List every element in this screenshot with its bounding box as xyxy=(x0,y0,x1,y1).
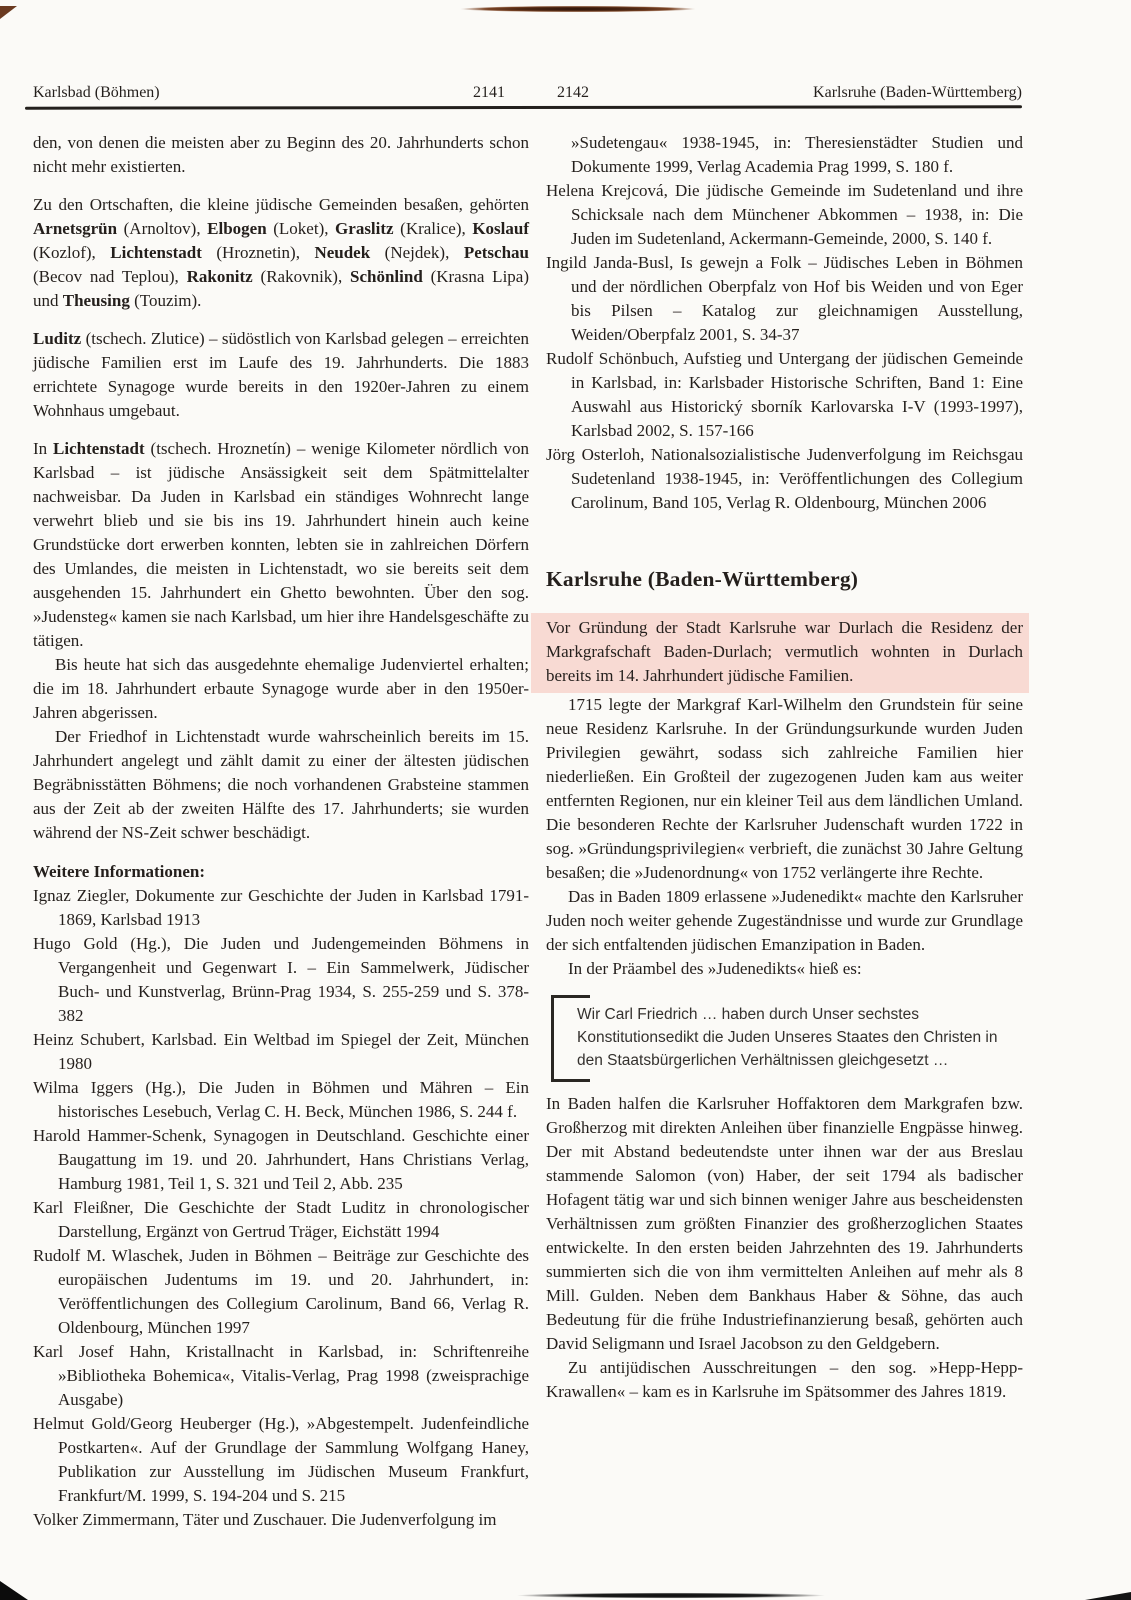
running-header-right xyxy=(527,84,1022,102)
paragraph: Bis heute hat sich das ausgedehnte ehemalige Judenviertel erhalten; die im 18. Jahrhundert erbaute Synagoge wurde aber in den 1950er-Jahren abgerissen. xyxy=(33,655,529,722)
left-column-text xyxy=(33,131,529,845)
paragraph: Der Friedhof in Lichtenstadt wurde wahrscheinlich bereits im 15. Jahrhundert angelegt und zählt damit zu einer der ältesten jüdischen Begräbnisstätten Böhmens; die noch vorhandenen Grabsteine stammen aus der Zeit ab der zweiten Hälfte des 17. Jahrhunderts; sie wurden während der NS-Zeit schwer beschädigt. xyxy=(33,727,529,842)
running-title-right: Karlsruhe (Baden-Württemberg) xyxy=(813,84,1022,101)
right-column-text-upper xyxy=(546,693,1023,981)
paragraph: In der Präambel des »Judenedikts« hieß es: xyxy=(568,959,862,978)
bibliography-entry: Hugo Gold (Hg.), Die Juden und Judengemeinden Böhmens in Vergangenheit und Gegenwart I. – Ein Sammelwerk, Jüdischer Buch- und Kunstverlag, Brünn-Prag 1934, S. 255-259 und S. 378-382 xyxy=(33,934,529,1025)
scan-streak-bottom-icon xyxy=(478,1592,864,1599)
right-bibliography xyxy=(546,131,1023,515)
section-heading: Karlsruhe (Baden-Württemberg) xyxy=(546,567,859,591)
paragraph: 1715 legte der Markgraf Karl-Wilhelm den Grundstein für seine neue Residenz Karlsruhe. In der Gründungsurkunde wurden Juden Privilegien gewährt, sodass sich zahlreiche Familien hier niederließen. Ein Großteil der zugezogenen Juden kam aus weiter entfernten Regionen, nur ein kleiner Teil aus dem ländlichen Umland. Die besonderen Rechte der Karlsruher Judenschaft wurden 1722 in sog. »Gründungsprivilegien« verbrieft, die zunächst 30 Jahre Geltung besaßen; die »Judenordnung« von 1752 verlängerte ihre Rechte. xyxy=(546,695,1023,882)
highlighted-paragraph: Vor Gründung der Stadt Karlsruhe war Durlach die Residenz der Markgrafschaft Baden-Durlach; vermutlich wohnten in Durlach bereits im 14. Jahrhundert jüdische Familien. xyxy=(531,613,1029,693)
column-number-right: 2142 xyxy=(557,84,589,101)
running-header xyxy=(33,84,1022,102)
paragraph: In Lichtenstadt (tschech. Hroznetín) – wenige Kilometer nördlich von Karlsbad – ist jüdische Ansässigkeit seit dem Spätmittelalter nachweisbar. Da Juden in Karlsbad ein ständiges Wohnrecht lange verwehrt blieb und sie bis ins 19. Jahrhundert hinein auch keine Grundstücke dort erwerben konnten, lebten sie in zahlreichen Dörfern des Umlandes, die meisten in Lichtenstadt, wo sie bereits seit dem ausgehenden 15. Jahrhundert ein Ghetto bewohnten. Über den sog. »Judensteg« kamen sie nach Karlsbad, um hier ihre Handelsgeschäfte zu tätigen. xyxy=(33,439,529,650)
scan-mark-bottom-right-icon xyxy=(1085,1592,1131,1600)
judenedikt-quote: Wir Carl Friedrich … haben durch Unser sechstes Konstitutionsedikt die Juden Unseres Staates den Christen in den Staatsbürgerlichen Verhältnissen gleichgesetzt … xyxy=(577,1000,1023,1075)
running-title-left: Karlsbad (Böhmen) xyxy=(33,84,160,101)
page-body xyxy=(33,131,1023,1532)
bibliography-entry: Ingild Janda-Busl, Is gewejn a Folk – Jüdisches Leben in Böhmen und der nördlichen Oberpfalz von Hof bis Weiden und von Eger bis Pilsen – Katalog zur gleichnamigen Ausstellung, Weiden/Oberpfalz 2001, S. 34-37 xyxy=(546,253,1023,344)
header-rule xyxy=(25,105,1022,109)
paragraph: Zu den Ortschaften, die kleine jüdische Gemeinden besaßen, gehörten Arnetsgrün (Arnoltov), Elbogen (Loket), Graslitz (Kralice), Koslauf (Kozlof), Lichtenstadt (Hroznetin), Neudek (Nejdek), Petschau (Becov nad Teplou), Rakonitz (Rakovnik), Schönlind (Krasna Lipa) und Theusing (Touzim). xyxy=(33,195,529,310)
bibliography-entry: Karl Fleißner, Die Geschichte der Stadt Luditz in chronologischer Darstellung, Ergänzt von Gertrud Träger, Eichstätt 1994 xyxy=(33,1198,529,1241)
bibliography-heading: Weitere Informationen: xyxy=(33,862,206,881)
bibliography-entry: Jörg Osterloh, Nationalsozialistische Judenverfolgung im Reichsgau Sudetenland 1938-1945, in: Veröffentlichungen des Collegium Carolinum, Band 105, Verlag R. Oldenbourg, München 2006 xyxy=(546,445,1023,512)
running-header-left xyxy=(33,84,527,102)
paragraph: Luditz (tschech. Zlutice) – südöstlich von Karlsbad gelegen – erreichten jüdische Familien erst im Laufe des 19. Jahrhunderts. Die 1883 errichtete Synagoge wurde bereits in den 1920er-Jahren zu einem Wohnhaus umgebaut. xyxy=(33,329,529,420)
right-column xyxy=(546,131,1023,1532)
left-column xyxy=(33,131,529,1532)
paragraph: den, von denen die meisten aber zu Beginn des 20. Jahrhunderts schon nicht mehr existierten. xyxy=(33,133,529,176)
bibliography-entry: Volker Zimmermann, Täter und Zuschauer. Die Judenverfolgung im xyxy=(33,1510,497,1529)
bibliography-entry: Wilma Iggers (Hg.), Die Juden in Böhmen und Mähren – Ein historisches Lesebuch, Verlag C. H. Beck, München 1986, S. 244 f. xyxy=(33,1078,529,1121)
scan-corner-top-left-icon xyxy=(0,6,17,19)
scan-corner-bottom-left-icon xyxy=(0,1581,28,1600)
column-number-left: 2141 xyxy=(473,84,505,101)
bibliography-entry: Helena Krejcová, Die jüdische Gemeinde im Sudetenland und ihre Schicksale nach dem Münchener Abkommen – 1938, in: Die Juden im Sudetenland, Ackermann-Gemeinde, 2000, S. 140 f. xyxy=(546,181,1023,248)
paragraph: Zu antijüdischen Ausschreitungen – den sog. »Hepp-Hepp-Krawallen« – kam es in Karlsruhe im Spätsommer des Jahres 1819. xyxy=(546,1358,1023,1401)
right-column-text-lower xyxy=(546,1092,1023,1404)
bibliography-entry: Rudolf Schönbuch, Aufstieg und Untergang der jüdischen Gemeinde in Karlsbad, in: Karlsbader Historische Schriften, Band 1: Eine Auswahl aus Historický sborník Karlovarska I-V (1993-1997), Karlsbad 2002, S. 157-166 xyxy=(546,349,1023,440)
bibliography-entry: Ignaz Ziegler, Dokumente zur Geschichte der Juden in Karlsbad 1791-1869, Karlsbad 1913 xyxy=(33,886,529,929)
paragraph: In Baden halfen die Karlsruher Hoffaktoren dem Markgrafen bzw. Großherzog mit direkten Anleihen über finanzielle Engpässe hinweg. Der mit Abstand bedeutendste unter ihnen war der aus Breslau stammende Salomon (von) Haber, der seit 1794 als badischer Hofagent tätig war und sich binnen weniger Jahre aus bescheidensten Verhältnissen zum größten Finanzier des großherzoglichen Staates entwickelte. In den ersten beiden Jahrzehnten des 19. Jahrhunderts summierten sich die von ihm vermittelten Anleihen auf mehr als 8 Mill. Gulden. Neben dem Bankhaus Haber & Söhne, das auch Bedeutung für die frühe Industriefinanzierung besaß, gehörten auch David Seligmann und Israel Jacobson zu den Geldgebern. xyxy=(546,1094,1023,1353)
left-bibliography xyxy=(33,884,529,1532)
bibliography-entry: Helmut Gold/Georg Heuberger (Hg.), »Abgestempelt. Judenfeindliche Postkarten«. Auf der Grundlage der Sammlung Wolfgang Haney, Publikation zur Ausstellung im Jüdischen Museum Frankfurt, Frankfurt/M. 1999, S. 194-204 und S. 215 xyxy=(33,1414,529,1505)
bibliography-entry: Heinz Schubert, Karlsbad. Ein Weltbad im Spiegel der Zeit, München 1980 xyxy=(33,1030,529,1073)
bibliography-entry: Karl Josef Hahn, Kristallnacht in Karlsbad, in: Schriftenreihe »Bibliotheka Bohemica«, Vitalis-Verlag, Prag 1998 (zweisprachige Ausgabe) xyxy=(33,1342,529,1409)
scan-streak-top-icon xyxy=(427,5,729,13)
bibliography-entry: Harold Hammer-Schenk, Synagogen in Deutschland. Geschichte einer Baugattung im 19. und 20. Jahrhundert, Hans Christians Verlag, Hamburg 1981, Teil 1, S. 321 und Teil 2, Abb. 235 xyxy=(33,1126,529,1193)
paragraph: Das in Baden 1809 erlassene »Judenedikt« machte den Karlsruher Juden noch weiter gehende Zugeständnisse und wurde zur Grundlage der sich entfaltenden jüdischen Emanzipation in Baden. xyxy=(546,887,1023,954)
bibliography-entry: »Sudetengau« 1938-1945, in: Theresienstädter Studien und Dokumente 1999, Verlag Academia Prag 1999, S. 180 f. xyxy=(571,133,1023,176)
bibliography-entry: Rudolf M. Wlaschek, Juden in Böhmen – Beiträge zur Geschichte des europäischen Judentums im 19. und 20. Jahrhundert, in: Veröffentlichungen des Collegium Carolinum, Band 66, Verlag R. Oldenbourg, München 1997 xyxy=(33,1246,529,1337)
